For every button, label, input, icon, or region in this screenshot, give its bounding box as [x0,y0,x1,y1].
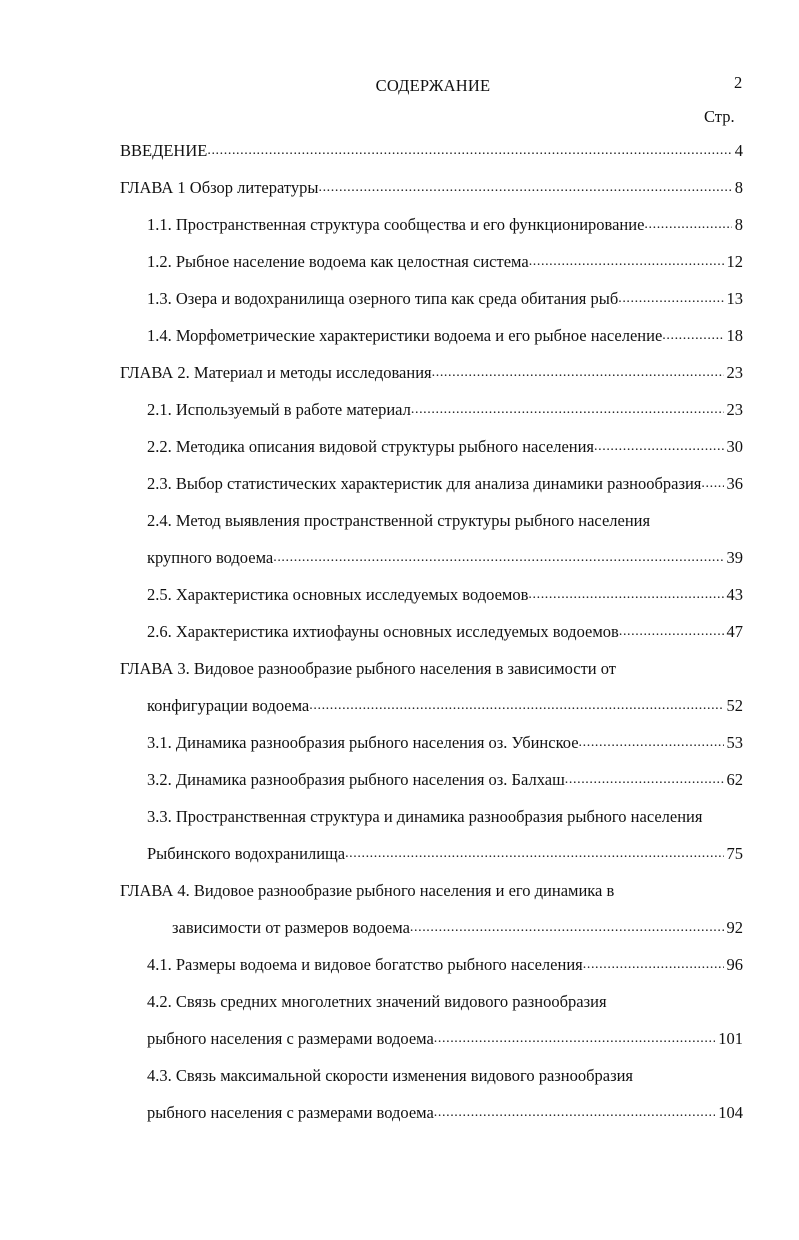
toc-entry-title: 1.3. Озера и водохранилища озерного типа как среда обитания рыб [147,289,619,308]
toc-entry-title: рыбного населения с размерами водоема [147,1103,434,1122]
dot-leader [618,280,723,317]
toc-entry-title: 4.3. Связь максимальной скорости изменения видового разнообразия [147,1066,634,1085]
toc-entry [120,798,743,835]
dot-leader [529,243,724,280]
toc-page-number: 12 [726,252,743,271]
toc-entry [120,835,743,872]
toc-entry-title: 3.1. Динамика разнообразия рыбного населения оз. Убинское [147,733,579,752]
toc-entry [120,909,743,946]
page-title: СОДЕРЖАНИЕ [375,76,491,95]
toc-page-number: 47 [726,622,743,641]
toc-page-number: 13 [726,289,743,308]
toc-entry-title: 1.2. Рыбное население водоема как целостная система [147,252,529,271]
dot-leader [701,465,723,502]
toc-entry-title: 3.3. Пространственная структура и динамика разнообразия рыбного населения [147,807,703,826]
dot-leader [309,687,723,724]
toc-page-number: 39 [726,548,743,567]
toc-entry-title: ГЛАВА 4. Видовое разнообразие рыбного населения и его динамика в [120,881,615,900]
toc-entry-title: 2.1. Используемый в работе материал [147,400,411,419]
dot-leader [619,613,724,650]
toc-page-number: 30 [726,437,743,456]
dot-leader [434,1020,715,1057]
toc-entry [120,1020,743,1057]
toc-entry-title: 2.6. Характеристика ихтиофауны основных исследуемых водоемов [147,622,619,641]
dot-leader [583,946,724,983]
toc-entry [120,280,743,317]
toc-page-number: 96 [726,955,743,974]
dot-leader [528,576,723,613]
dot-leader [644,206,731,243]
toc-page-number: 101 [718,1029,743,1048]
toc-entry-title: ГЛАВА 1 Обзор литературы [120,178,319,197]
dot-leader [273,539,723,576]
dot-leader [434,1094,715,1131]
toc-entry [120,650,743,687]
toc-page-number: 36 [726,474,743,493]
toc-entry-title: зависимости от размеров водоема [172,918,410,937]
toc-entry-title: ГЛАВА 2. Материал и методы исследования [120,363,432,382]
dot-leader [207,132,731,169]
toc-entry [120,539,743,576]
toc-entry [120,132,743,169]
toc-page-number: 23 [726,400,743,419]
toc-page-number: 52 [726,696,743,715]
toc-entry-title: рыбного населения с размерами водоема [147,1029,434,1048]
toc-entry-title: 4.1. Размеры водоема и видовое богатство рыбного населения [147,955,583,974]
dot-leader [318,169,731,206]
toc-entry [120,391,743,428]
toc-entry [120,613,743,650]
toc-page-number: 62 [726,770,743,789]
toc-page-number: 23 [726,363,743,382]
dot-leader [594,428,723,465]
toc-entry-title: 2.5. Характеристика основных исследуемых водоемов [147,585,529,604]
toc-entry [120,243,743,280]
toc-entry [120,724,743,761]
dot-leader [411,391,724,428]
toc-entry-title: 3.2. Динамика разнообразия рыбного населения оз. Балхаш [147,770,565,789]
toc-entry-title: 1.1. Пространственная структура сообщества и его функционирование [147,215,645,234]
toc-entry-title: крупного водоема [147,548,274,567]
page-number: 2 [734,73,743,92]
toc-entry [120,1094,743,1131]
toc-entry-title: 2.2. Методика описания видовой структуры рыбного населения [147,437,595,456]
toc-entry [120,206,743,243]
dot-leader [410,909,724,946]
page-column-label: Стр. [704,107,735,126]
table-of-contents [120,132,743,1131]
toc-entry-title: Рыбинского водохранилища [147,844,346,863]
dot-leader [345,835,723,872]
toc-entry-title: 2.4. Метод выявления пространственной структуры рыбного населения [147,511,651,530]
toc-entry [120,872,743,909]
toc-page-number: 53 [726,733,743,752]
toc-page-number: 92 [726,918,743,937]
toc-entry [120,946,743,983]
toc-entry-title: 2.3. Выбор статистических характеристик для анализа динамики разнообразия [147,474,702,493]
dot-leader [432,354,724,391]
toc-page-number: 8 [734,178,743,197]
toc-entry [120,465,743,502]
toc-page-number: 18 [726,326,743,345]
toc-page-number: 4 [734,141,743,160]
toc-page-number: 43 [726,585,743,604]
toc-entry [120,169,743,206]
toc-entry [120,576,743,613]
dot-leader [662,317,723,354]
toc-entry [120,1057,743,1094]
dot-leader [565,761,724,798]
toc-entry-title: ГЛАВА 3. Видовое разнообразие рыбного населения в зависимости от [120,659,616,678]
toc-entry [120,428,743,465]
toc-entry [120,983,743,1020]
toc-entry-title: ВВЕДЕНИЕ [120,141,208,160]
toc-page-number: 104 [718,1103,743,1122]
toc-entry [120,687,743,724]
toc-entry-title: 4.2. Связь средних многолетних значений видового разнообразия [147,992,607,1011]
toc-entry [120,317,743,354]
toc-entry-title: 1.4. Морфометрические характеристики водоема и его рыбное население [147,326,663,345]
toc-entry [120,502,743,539]
toc-page-number: 8 [734,215,743,234]
dot-leader [579,724,724,761]
toc-page-number: 75 [726,844,743,863]
toc-entry [120,761,743,798]
toc-entry-title: конфигурации водоема [147,696,310,715]
toc-entry [120,354,743,391]
